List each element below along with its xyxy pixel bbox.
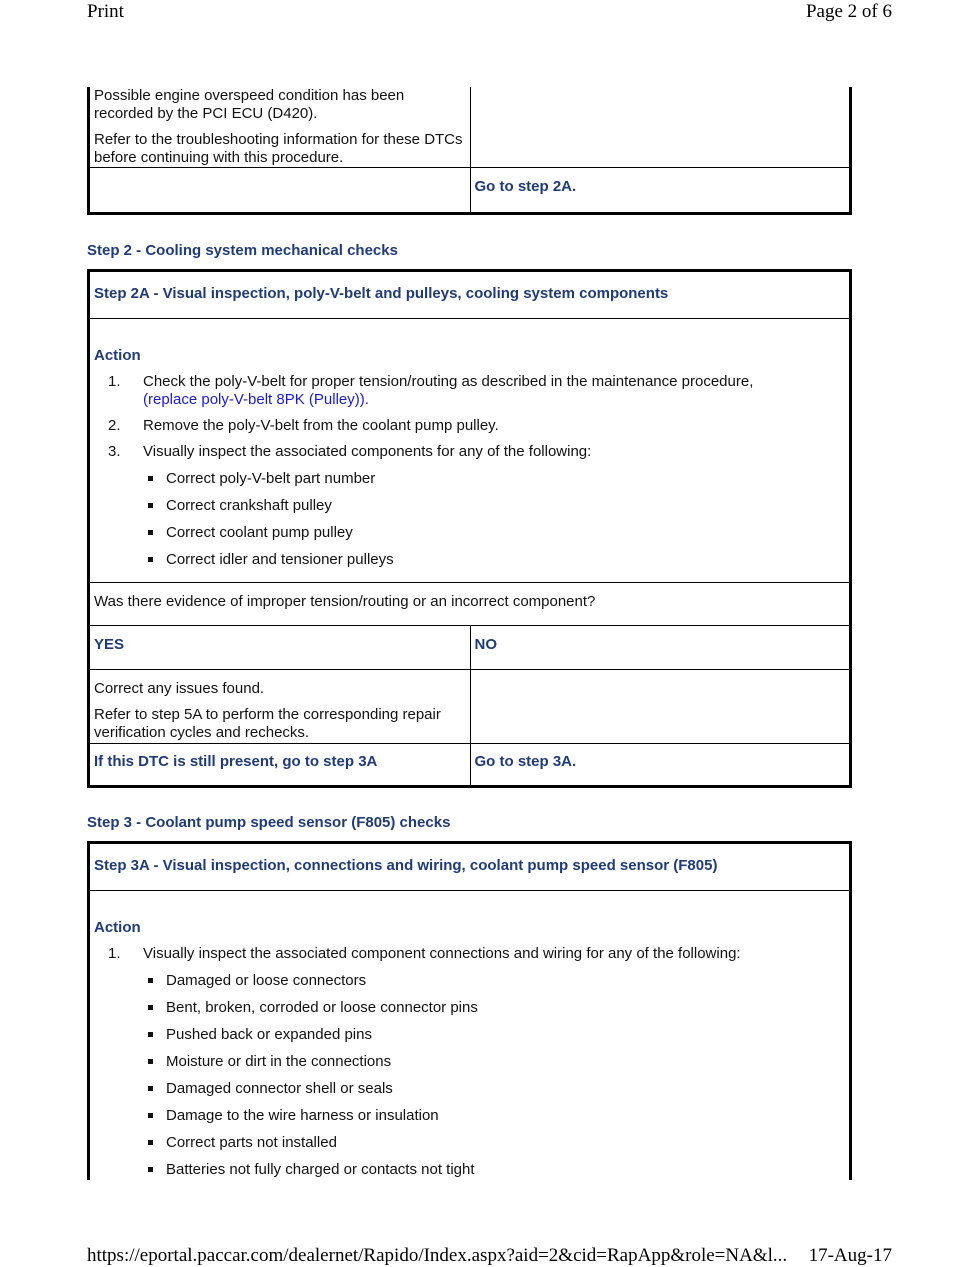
empty-cell bbox=[470, 87, 850, 167]
replace-belt-link[interactable]: (replace poly-V-belt 8PK (Pulley)). bbox=[143, 391, 369, 408]
bullet-icon bbox=[148, 1140, 153, 1145]
step-text: Visually inspect the associated components for any of the following: bbox=[143, 443, 592, 460]
bullet-icon bbox=[148, 1005, 153, 1010]
yes-body bbox=[90, 670, 470, 743]
list-item: Correct idler and tensioner pulleys bbox=[90, 551, 849, 578]
bullet-icon bbox=[148, 978, 153, 983]
continued-goto-row bbox=[90, 168, 849, 212]
bullet-icon bbox=[148, 476, 153, 481]
bullet-icon bbox=[148, 1032, 153, 1037]
list-item bbox=[90, 443, 849, 461]
list-item: Bent, broken, corroded or loose connector pins bbox=[90, 999, 849, 1026]
yes-goto: If this DTC is still present, go to step 3A bbox=[94, 753, 378, 770]
yes-label: YES bbox=[94, 636, 125, 653]
yes-no-body-row bbox=[90, 670, 849, 744]
goto-step-2a: Go to step 2A. bbox=[470, 168, 850, 212]
step-number: 2. bbox=[108, 417, 121, 434]
step3a-table bbox=[87, 841, 852, 1180]
list-item: Moisture or dirt in the connections bbox=[90, 1053, 849, 1080]
list-item: Correct crankshaft pulley bbox=[90, 497, 849, 524]
refer-note: Refer to the troubleshooting information for these DTCs before continuing with this procedure. bbox=[94, 131, 463, 166]
question-text: Was there evidence of improper tension/routing or an incorrect component? bbox=[94, 593, 596, 610]
action-label: Action bbox=[94, 347, 141, 364]
question-row bbox=[90, 583, 849, 626]
step3a-bullet-list bbox=[90, 972, 849, 1188]
step-number: 1. bbox=[108, 373, 121, 390]
continued-info-row bbox=[90, 87, 849, 168]
page-url: https://eportal.paccar.com/dealernet/Rapido/Index.aspx?aid=2&cid=RapApp&role=NA&l... bbox=[87, 1245, 788, 1266]
step3-title: Step 3 - Coolant pump speed sensor (F805) checks bbox=[87, 814, 451, 831]
bullet-icon bbox=[148, 1167, 153, 1172]
no-label: NO bbox=[470, 626, 850, 669]
continued-info-cell bbox=[90, 87, 470, 167]
step3a-action-list bbox=[90, 945, 849, 963]
page-number: Page 2 of 6 bbox=[805, 1, 892, 22]
step2a-bullet-list bbox=[90, 470, 849, 578]
step3a-action-row bbox=[90, 891, 849, 1188]
list-item: Damage to the wire harness or insulation bbox=[90, 1107, 849, 1134]
step2a-action-row bbox=[90, 319, 849, 583]
step-text: Check the poly-V-belt for proper tension/routing as described in the maintenance procedure, bbox=[143, 373, 754, 390]
print-date: 17-Aug-17 bbox=[808, 1245, 892, 1266]
list-item: Correct poly-V-belt part number bbox=[90, 470, 849, 497]
yes-text-1: Correct any issues found. bbox=[94, 680, 265, 697]
list-item: Correct coolant pump pulley bbox=[90, 524, 849, 551]
bullet-icon bbox=[148, 503, 153, 508]
empty-cell bbox=[470, 670, 850, 743]
yes-no-goto-row bbox=[90, 744, 849, 785]
step3a-title: Step 3A - Visual inspection, connections and wiring, coolant pump speed sensor (F805) bbox=[94, 857, 718, 874]
bullet-icon bbox=[148, 1059, 153, 1064]
step2a-action-list bbox=[90, 373, 849, 461]
list-item bbox=[90, 373, 849, 409]
list-item bbox=[90, 945, 849, 963]
empty-cell bbox=[90, 168, 470, 212]
step-text: Visually inspect the associated component connections and wiring for any of the following: bbox=[143, 945, 741, 962]
bullet-icon bbox=[148, 557, 153, 562]
step3a-header-row bbox=[90, 844, 849, 891]
yes-no-header-row bbox=[90, 626, 849, 670]
step2-title: Step 2 - Cooling system mechanical checks bbox=[87, 242, 398, 259]
print-header: Print bbox=[87, 1, 124, 22]
step-text: Remove the poly-V-belt from the coolant pump pulley. bbox=[143, 417, 499, 434]
list-item bbox=[90, 417, 849, 435]
step2a-table bbox=[87, 269, 852, 788]
bullet-icon bbox=[148, 1086, 153, 1091]
continued-table bbox=[87, 87, 852, 215]
list-item: Damaged or loose connectors bbox=[90, 972, 849, 999]
step2a-header-row bbox=[90, 272, 849, 319]
step2a-title: Step 2A - Visual inspection, poly-V-belt and pulleys, cooling system components bbox=[94, 285, 669, 302]
bullet-icon bbox=[148, 1113, 153, 1118]
list-item: Pushed back or expanded pins bbox=[90, 1026, 849, 1053]
list-item: Correct parts not installed bbox=[90, 1134, 849, 1161]
step-number: 1. bbox=[108, 945, 121, 962]
overspeed-note: Possible engine overspeed condition has been recorded by the PCI ECU (D420). bbox=[94, 87, 405, 122]
no-goto: Go to step 3A. bbox=[470, 744, 850, 785]
list-item: Damaged connector shell or seals bbox=[90, 1080, 849, 1107]
step-number: 3. bbox=[108, 443, 121, 460]
bullet-icon bbox=[148, 530, 153, 535]
action-label: Action bbox=[94, 919, 141, 936]
yes-text-2: Refer to step 5A to perform the corresponding repair verification cycles and rechecks. bbox=[94, 706, 441, 741]
list-item: Batteries not fully charged or contacts not tight bbox=[90, 1161, 849, 1188]
